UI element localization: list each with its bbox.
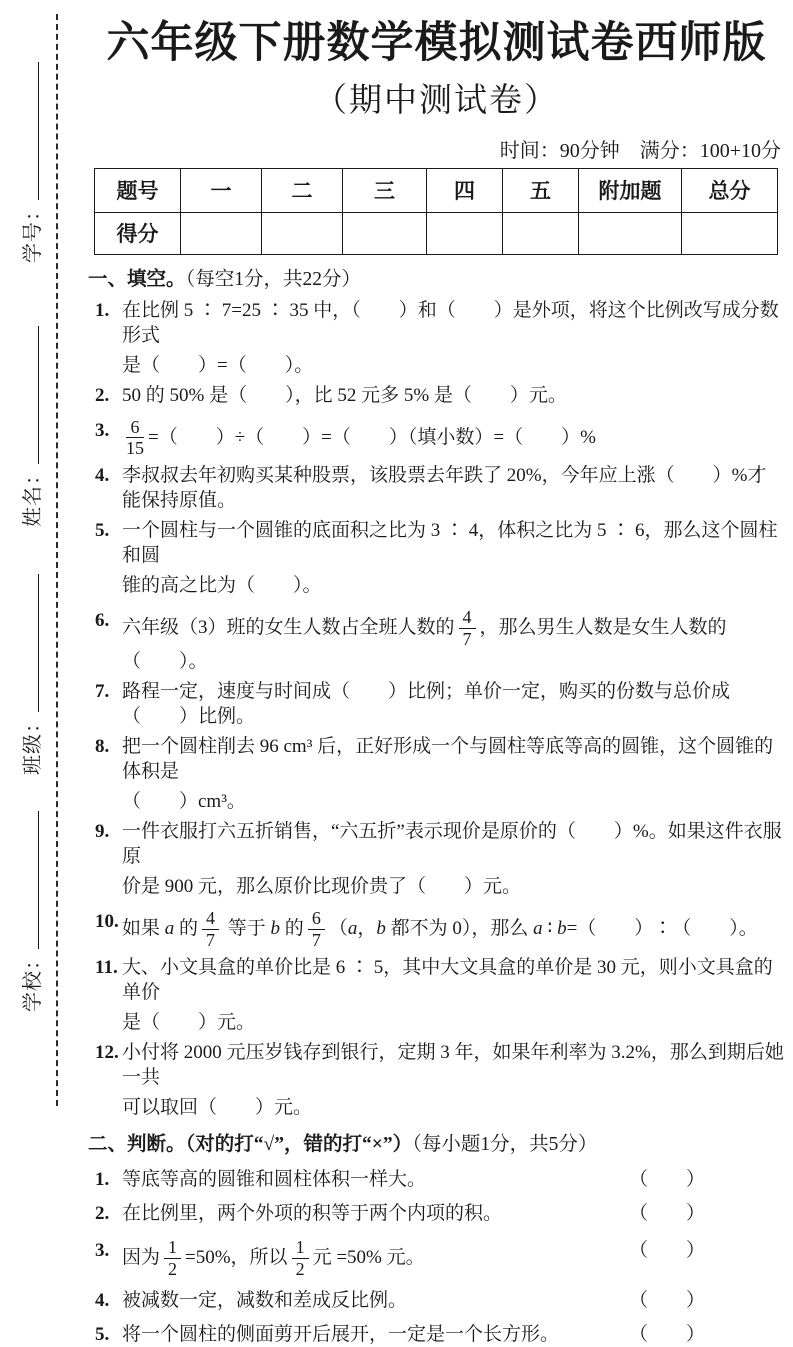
judge-question-1 [88, 1167, 785, 1192]
question-text: （ ）cm³。 [122, 791, 246, 813]
question-number: 1. [95, 1168, 110, 1190]
margin-field-name [16, 326, 45, 527]
question-text: 可以取回（ ）元。 [122, 1096, 313, 1118]
answer-blank: （ ） [628, 1202, 705, 1224]
score-cell-empty [343, 212, 427, 254]
fill-question-2 [88, 383, 785, 408]
answer-blank: （ ） [628, 1168, 705, 1190]
fill-line [17, 62, 39, 200]
fraction: $\frac{1}{2}$ [164, 1238, 181, 1279]
fill-question-8 [88, 734, 785, 814]
paper-title: 六年级下册数学模拟测试卷西师版 [106, 20, 767, 67]
answer-blank: （ ） [628, 1289, 705, 1311]
section-2-title: 二、判断。（对的打“√”，错的打“×”） [88, 1133, 413, 1155]
question-number: 12. [95, 1041, 119, 1063]
judge-question-5 [88, 1322, 785, 1347]
question-number: 5. [95, 520, 110, 542]
question-text: 一件衣服打六五折销售，“六五折”表示现价是原价的（ ）%。如果这件衣服原 [122, 821, 782, 868]
judge-question-3 [88, 1238, 785, 1279]
question-number: 4. [95, 1289, 110, 1311]
question-number: 4. [95, 465, 110, 487]
question-number: 10. [95, 911, 119, 933]
fill-line [17, 574, 39, 712]
question-number: 3. [95, 419, 110, 441]
score-cell-empty [682, 212, 778, 254]
question-number: 8. [95, 736, 110, 758]
question-text: 的 [280, 917, 304, 939]
fill-line [17, 326, 39, 464]
question-text: =（ ）÷（ ）=（ ）（填小数）=（ ）% [148, 426, 596, 448]
paper-subtitle: （期中测试卷） [314, 83, 559, 120]
cut-line [56, 14, 58, 1106]
variable-a: a [533, 917, 543, 939]
fill-question-12 [88, 1040, 785, 1120]
school-label: 学校： [22, 949, 44, 1012]
time-score-info: 时间：90分钟 满分：100+10分 [499, 139, 781, 162]
question-text: 价是 900 元，那么原价比现价贵了（ ）元。 [122, 876, 522, 898]
question-text: 将一个圆柱的侧面剪开后展开，一定是一个长方形。 [122, 1323, 560, 1345]
question-text: 锥的高之比为（ ）。 [122, 575, 322, 597]
question-text: 如果 [122, 917, 165, 939]
score-table [94, 168, 778, 255]
question-text: =（ ）∶（ ）。 [566, 917, 758, 939]
question-text: 是（ ）元。 [122, 1011, 256, 1033]
question-text: 因为 [122, 1246, 161, 1268]
question-number: 2. [95, 384, 110, 406]
fill-question-4 [88, 463, 785, 513]
question-number: 3. [95, 1239, 110, 1261]
question-text: 的 [174, 917, 199, 939]
score-cell-empty [427, 212, 503, 254]
question-number: 5. [95, 1323, 110, 1345]
score-cell-empty [503, 212, 579, 254]
variable-b: b [270, 917, 281, 939]
question-text: 等于 [223, 917, 271, 939]
question-number: 11. [95, 956, 118, 978]
fraction: $\frac{6}{7}$ [308, 909, 325, 950]
fill-question-11 [88, 955, 785, 1035]
question-text: 等底等高的圆锥和圆柱体积一样大。 [122, 1168, 427, 1190]
margin-field-class [16, 574, 45, 775]
variable-a: a [347, 917, 358, 939]
question-text: 六年级（3）班的女生人数占全班人数的 [122, 617, 455, 639]
question-text: 是（ ）=（ ）。 [122, 354, 314, 376]
question-text: 路程一定，速度与时间成（ ）比例；单价一定，购买的份数与总价成（ ）比例。 [122, 681, 731, 728]
fill-question-10 [88, 909, 785, 950]
variable-b: b [376, 917, 386, 939]
question-text: 在比例 5 ∶ 7=25 ∶ 35 中，（ ）和（ ）是外项，将这个比例改写成分数形式 [122, 299, 779, 346]
question-number: 9. [95, 821, 110, 843]
question-text: ∶ [542, 917, 558, 939]
section-1-note: （每空1分，共22分） [185, 268, 362, 290]
score-cell-empty [181, 212, 262, 254]
question-number: 1. [95, 299, 110, 321]
question-text: =50%，所以 [185, 1246, 288, 1268]
score-table-header-cell: 二 [262, 168, 343, 212]
answer-blank: （ ） [628, 1323, 705, 1345]
question-text: 把一个圆柱削去 96 cm³ 后，正好形成一个与圆柱等底等高的圆锥，这个圆锥的体积是 [122, 736, 774, 783]
fill-question-5 [88, 518, 785, 598]
question-number: 7. [95, 681, 110, 703]
paper-content [88, 0, 785, 1347]
question-number: 6. [95, 610, 110, 632]
answer-blank: （ ） [628, 1239, 705, 1261]
question-text: ， [357, 917, 377, 939]
section-1-title: 一、填空。 [88, 268, 186, 290]
fill-line [17, 811, 39, 949]
fill-question-1 [88, 298, 785, 378]
question-text: 小付将 2000 元压岁钱存到银行，定期 3 年，如果年利率为 3.2%，那么到期后她一共 [122, 1041, 784, 1088]
score-table-header-cell: 四 [427, 168, 503, 212]
name-label: 姓名： [22, 464, 44, 527]
fraction: $\frac{4}{7}$ [459, 608, 476, 649]
student-id-label: 学号： [22, 200, 44, 263]
variable-b: b [557, 917, 567, 939]
question-text: 大、小文具盒的单价比是 6 ∶ 5，其中大文具盒的单价是 30 元，则小文具盒的单价 [122, 956, 773, 1003]
section-2-note: （每小题1分，共5分） [412, 1133, 598, 1155]
judge-question-2 [88, 1201, 785, 1226]
score-table-header-cell: 一 [181, 168, 262, 212]
score-cell-empty [262, 212, 343, 254]
score-table-header-cell: 三 [343, 168, 427, 212]
question-text: 元 =50% 元。 [312, 1246, 425, 1268]
score-cell-empty [579, 212, 682, 254]
question-text: 被减数一定，减数和差成反比例。 [122, 1289, 408, 1311]
fill-question-6 [88, 608, 785, 674]
variable-a: a [164, 917, 175, 939]
question-text: ，那么男生人数是女生人数的（ ）。 [122, 617, 727, 673]
section-1-heading [88, 266, 785, 293]
fraction: $\frac{4}{7}$ [202, 909, 219, 950]
section-2-heading [88, 1131, 785, 1158]
fraction: $\frac{1}{2}$ [292, 1238, 309, 1279]
fill-question-3 [88, 418, 785, 459]
fraction: $\frac{6}{15}$ [126, 416, 144, 459]
fill-question-7 [88, 679, 785, 729]
score-table-header-cell: 附加题 [579, 168, 682, 212]
judge-question-4 [88, 1288, 785, 1313]
margin-field-school [16, 811, 45, 1012]
question-text: 一个圆柱与一个圆锥的底面积之比为 3 ∶ 4，体积之比为 5 ∶ 6，那么这个圆柱和圆 [122, 520, 778, 567]
question-text: 在比例里，两个外项的积等于两个内项的积。 [122, 1202, 503, 1224]
class-label: 班级： [22, 712, 44, 775]
fill-question-9 [88, 819, 785, 899]
question-text: 李叔叔去年初购买某种股票，该股票去年跌了 20%，今年应上涨（ ）%才能保持原值。 [122, 465, 767, 512]
question-text: 50 的 50% 是（ ），比 52 元多 5% 是（ ）元。 [122, 384, 567, 406]
score-table-header-cell: 五 [503, 168, 579, 212]
question-number: 2. [95, 1202, 110, 1224]
margin-field-student-id [16, 62, 45, 263]
question-text: （ [328, 917, 348, 939]
score-table-header-cell: 题号 [95, 168, 181, 212]
score-label-cell: 得分 [95, 212, 181, 254]
question-text: 都不为 0），那么 [385, 917, 534, 939]
score-table-header-cell: 总分 [682, 168, 778, 212]
